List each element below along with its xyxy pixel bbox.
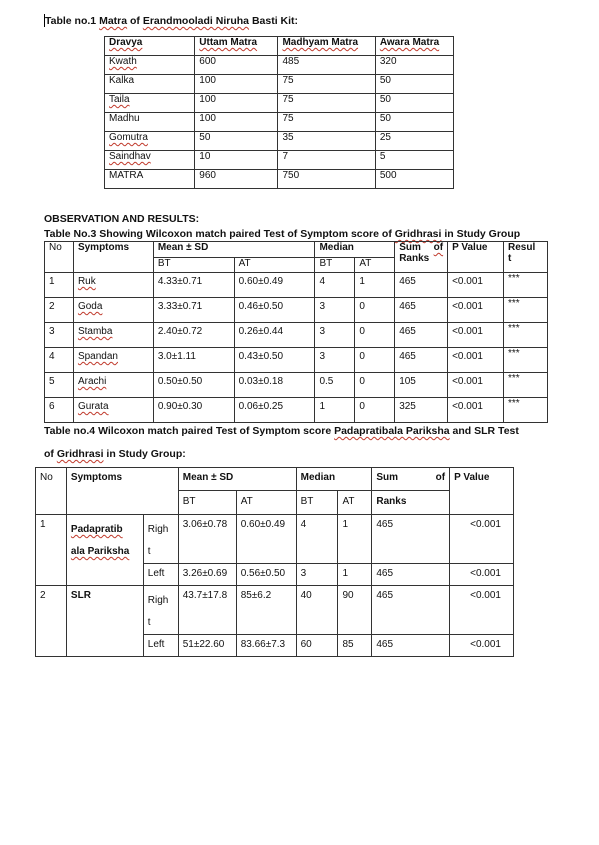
table4-cell-side: Left	[143, 635, 178, 657]
table4-cell-median-at: 1	[338, 515, 372, 564]
table1-title-suffix: Basti Kit:	[249, 15, 299, 27]
table1-cell: 50	[195, 132, 278, 151]
table4-cell-p: <0.001	[450, 586, 514, 635]
table1-title-matra: Matra	[99, 15, 128, 27]
table3-header-symptoms: Symptoms	[73, 242, 153, 273]
table3-cell-result: ***	[503, 398, 547, 423]
table4-subheader-at: AT	[236, 491, 296, 515]
table1-cell: 75	[278, 94, 375, 113]
table1-header-madhyam: Madhyam Matra	[278, 37, 375, 56]
table3-header-result: Resul t	[503, 242, 547, 273]
table4-cell-median-at: 1	[338, 564, 372, 586]
table3-cell-symptom: Arachi	[73, 373, 153, 398]
table3-cell-no: 2	[45, 298, 74, 323]
table4-header-row	[36, 468, 514, 491]
table3-cell-at: 0.03±0.18	[234, 373, 315, 398]
table3-cell-at: 0.06±0.25	[234, 398, 315, 423]
table4-header-no: No	[36, 468, 67, 515]
table3-cell-median-at: 0	[355, 373, 395, 398]
table3	[44, 241, 548, 423]
table4-header-symptoms: Symptoms	[66, 468, 178, 515]
table3-cell-p: <0.001	[448, 348, 504, 373]
table3-cell-sum: 325	[395, 398, 448, 423]
table1-cell: 100	[195, 94, 278, 113]
table4-cell-median-at: 90	[338, 586, 372, 635]
table4	[35, 467, 514, 657]
table3-cell-median-bt: 3	[315, 298, 355, 323]
table3-cell-symptom: Goda	[73, 298, 153, 323]
table4-header-median: Median	[296, 468, 372, 491]
table4-header-mean: Mean ± SD	[178, 468, 296, 491]
table3-cell-median-at: 0	[355, 398, 395, 423]
table3-cell-median-bt: 3	[315, 323, 355, 348]
table1-cell: 75	[278, 75, 375, 94]
table1-cell: 50	[375, 94, 453, 113]
table3-header-sum: Sum of Ranks	[395, 242, 448, 273]
table-row	[105, 75, 454, 94]
table3-cell-sum: 465	[395, 273, 448, 298]
table3-title-suffix: in Study Group	[441, 228, 521, 240]
table3-cell-sum: 465	[395, 348, 448, 373]
table1-cell: 960	[195, 170, 278, 189]
table3-subheader-median-at: AT	[355, 258, 395, 273]
table-row	[45, 298, 548, 323]
table1-cell: 600	[195, 56, 278, 75]
table-row	[36, 586, 514, 635]
table-row	[45, 398, 548, 423]
table3-cell-no: 5	[45, 373, 74, 398]
table3-cell-p: <0.001	[448, 398, 504, 423]
table3-header-median: Median	[315, 242, 395, 258]
table1-header-dravya: Dravya	[105, 37, 195, 56]
table4-cell-median-at: 85	[338, 635, 372, 657]
table3-cell-symptom: Ruk	[73, 273, 153, 298]
table3-cell-bt: 4.33±0.71	[153, 273, 234, 298]
table1-cell: 7	[278, 151, 375, 170]
table3-cell-result: ***	[503, 298, 547, 323]
table4-cell-median-bt: 3	[296, 564, 338, 586]
table1-header-row	[105, 37, 454, 56]
table4-title2-prefix: of	[44, 448, 57, 460]
table4-title2-suffix: in Study Group:	[103, 448, 186, 460]
table3-cell-at: 0.46±0.50	[234, 298, 315, 323]
table1-title-prefix: Table no.1	[45, 15, 100, 27]
table4-title2-gridhrasi: Gridhrasi	[56, 448, 104, 460]
table3-title	[44, 228, 520, 240]
table-row	[105, 132, 454, 151]
table3-cell-sum: 465	[395, 298, 448, 323]
table1-cell: 25	[375, 132, 453, 151]
table3-cell-at: 0.43±0.50	[234, 348, 315, 373]
table1-title-drug: Erandmooladi Niruha	[142, 15, 250, 27]
table4-cell-sum: 465	[372, 635, 450, 657]
table3-cell-median-bt: 4	[315, 273, 355, 298]
table3-cell-result: ***	[503, 373, 547, 398]
table4-cell-no: 1	[36, 515, 67, 586]
table1-cell: Taila	[105, 94, 195, 113]
table3-cell-no: 3	[45, 323, 74, 348]
table3-cell-sum: 465	[395, 323, 448, 348]
table1-cell: MATRA	[105, 170, 195, 189]
table3-cell-result: ***	[503, 348, 547, 373]
table4-cell-median-bt: 4	[296, 515, 338, 564]
table4-cell-no: 2	[36, 586, 67, 657]
table4-cell-bt: 3.26±0.69	[178, 564, 236, 586]
table4-cell-sum: 465	[372, 586, 450, 635]
table1-cell: 500	[375, 170, 453, 189]
table4-cell-symptom: Padapratib ala Pariksha	[66, 515, 143, 586]
table3-cell-symptom: Spandan	[73, 348, 153, 373]
table4-title-padapratibala: Padapratibala Pariksha	[334, 425, 450, 437]
table-row	[105, 94, 454, 113]
table3-cell-bt: 0.50±0.50	[153, 373, 234, 398]
table3-cell-bt: 0.90±0.30	[153, 398, 234, 423]
table3-header-no: No	[45, 242, 74, 273]
table4-subheader-median-at: AT	[338, 491, 372, 515]
table1-cell: 35	[278, 132, 375, 151]
table4-cell-at: 85±6.2	[236, 586, 296, 635]
table3-cell-p: <0.001	[448, 298, 504, 323]
table4-cell-bt: 43.7±17.8	[178, 586, 236, 635]
table1-cell: 100	[195, 75, 278, 94]
table1-cell: Kwath	[105, 56, 195, 75]
table4-header-pvalue: P Value	[450, 468, 514, 515]
table1-cell: Saindhav	[105, 151, 195, 170]
table3-subheader-at: AT	[234, 258, 315, 273]
table3-cell-median-bt: 0.5	[315, 373, 355, 398]
table3-cell-median-at: 1	[355, 273, 395, 298]
table3-cell-p: <0.001	[448, 273, 504, 298]
table1-title	[45, 15, 298, 27]
table3-cell-median-at: 0	[355, 298, 395, 323]
table1-cell: Madhu	[105, 113, 195, 132]
table4-cell-side: Righ t	[143, 515, 178, 564]
table-row	[105, 113, 454, 132]
table4-cell-bt: 51±22.60	[178, 635, 236, 657]
table4-subheader-ranks: Ranks	[372, 491, 450, 515]
table4-cell-p: <0.001	[450, 564, 514, 586]
table3-cell-bt: 3.0±1.11	[153, 348, 234, 373]
table4-cell-sum: 465	[372, 515, 450, 564]
table3-cell-median-at: 0	[355, 348, 395, 373]
table4-cell-median-bt: 40	[296, 586, 338, 635]
table3-cell-symptom: Gurata	[73, 398, 153, 423]
table3-cell-symptom: Stamba	[73, 323, 153, 348]
table4-title-prefix: Table no.4 Wilcoxon match paired Test of Symptom score	[44, 425, 335, 437]
table1	[104, 36, 454, 189]
table3-cell-p: <0.001	[448, 373, 504, 398]
table-row	[45, 348, 548, 373]
table4-cell-symptom: SLR	[66, 586, 143, 657]
table1-cell: 50	[375, 113, 453, 132]
table3-cell-at: 0.60±0.49	[234, 273, 315, 298]
table-row	[105, 170, 454, 189]
table4-title-line1	[44, 425, 519, 437]
table3-cell-bt: 3.33±0.71	[153, 298, 234, 323]
table-row	[105, 151, 454, 170]
table3-cell-no: 1	[45, 273, 74, 298]
table1-cell: 75	[278, 113, 375, 132]
table4-cell-at: 0.56±0.50	[236, 564, 296, 586]
table3-cell-sum: 105	[395, 373, 448, 398]
table3-title-prefix: Table No.3 Showing Wilcoxon match paired Test of Symptom score of	[44, 228, 395, 240]
table3-title-gridhrasi: Gridhrasi	[394, 228, 442, 240]
table1-cell: 750	[278, 170, 375, 189]
section-heading: OBSERVATION AND RESULTS:	[44, 213, 200, 225]
table4-cell-at: 83.66±7.3	[236, 635, 296, 657]
table4-cell-p: <0.001	[450, 515, 514, 564]
table1-cell: 5	[375, 151, 453, 170]
table3-header-mean: Mean ± SD	[153, 242, 315, 258]
table1-cell: 10	[195, 151, 278, 170]
table1-cell: Gomutra	[105, 132, 195, 151]
table3-cell-median-bt: 3	[315, 348, 355, 373]
table3-cell-p: <0.001	[448, 323, 504, 348]
table3-subheader-median-bt: BT	[315, 258, 355, 273]
table1-header-awara: Awara Matra	[375, 37, 453, 56]
table1-cell: 320	[375, 56, 453, 75]
table4-subheader-median-bt: BT	[296, 491, 338, 515]
table1-cell: 50	[375, 75, 453, 94]
table4-cell-median-bt: 60	[296, 635, 338, 657]
table4-subheader-bt: BT	[178, 491, 236, 515]
table3-cell-no: 4	[45, 348, 74, 373]
table3-cell-median-bt: 1	[315, 398, 355, 423]
table3-subheader-bt: BT	[153, 258, 234, 273]
table3-cell-bt: 2.40±0.72	[153, 323, 234, 348]
table4-title-line2	[44, 448, 186, 460]
table4-cell-sum: 465	[372, 564, 450, 586]
table4-header-sum: Sum of	[372, 468, 450, 491]
table1-title-mid: of	[127, 15, 143, 27]
table1-cell: Kalka	[105, 75, 195, 94]
table1-cell: 485	[278, 56, 375, 75]
table3-header-pvalue: P Value	[448, 242, 504, 273]
table-row	[45, 373, 548, 398]
table3-cell-median-at: 0	[355, 323, 395, 348]
table4-title-suffix: and SLR Test	[449, 425, 519, 437]
table4-cell-side: Left	[143, 564, 178, 586]
table4-cell-at: 0.60±0.49	[236, 515, 296, 564]
table3-cell-result: ***	[503, 273, 547, 298]
table4-cell-bt: 3.06±0.78	[178, 515, 236, 564]
table4-cell-side: Righ t	[143, 586, 178, 635]
table1-cell: 100	[195, 113, 278, 132]
table3-cell-at: 0.26±0.44	[234, 323, 315, 348]
table-row	[36, 515, 514, 564]
table3-cell-no: 6	[45, 398, 74, 423]
table-row	[45, 273, 548, 298]
table4-cell-p: <0.001	[450, 635, 514, 657]
table1-header-uttam: Uttam Matra	[195, 37, 278, 56]
table3-header-row	[45, 242, 548, 258]
table-row	[45, 323, 548, 348]
table-row	[105, 56, 454, 75]
table3-cell-result: ***	[503, 323, 547, 348]
